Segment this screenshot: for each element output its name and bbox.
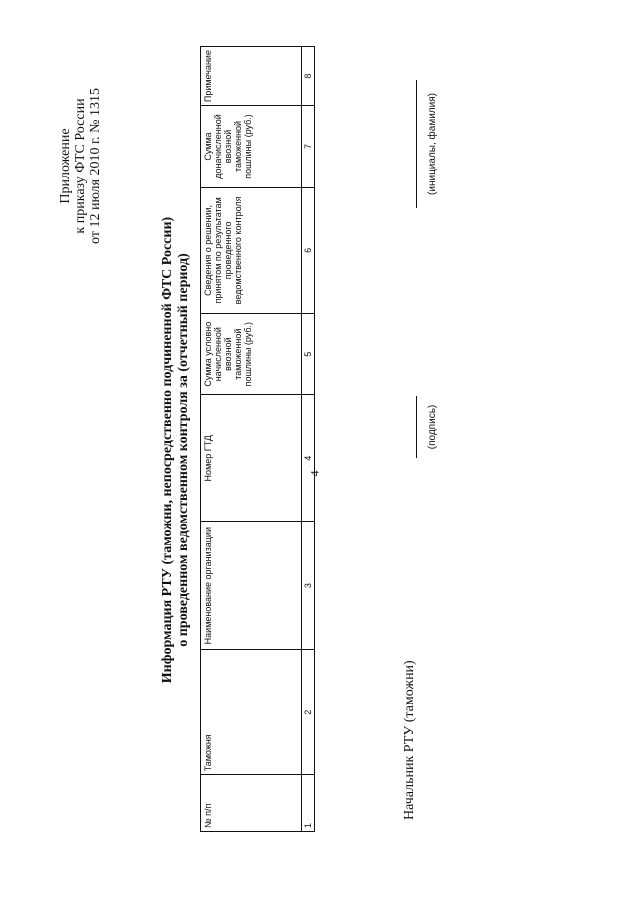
table-cell: 3 bbox=[302, 522, 315, 650]
appendix-order: к приказу ФТС России bbox=[73, 98, 88, 234]
col-header-decision-info: Сведения о решении, принятом по результатам проведенного ведомственного контроля bbox=[201, 187, 302, 313]
appendix-date: от 12 июля 2010 г. № 1315 bbox=[88, 88, 103, 244]
chief-title: Начальник РТУ (таможни) bbox=[402, 660, 417, 820]
report-table bbox=[200, 46, 315, 832]
col-header-additional-duty: Сумма доначисленной ввозной таможенной пошлины (руб.) bbox=[201, 106, 302, 188]
page-number: 4 bbox=[307, 470, 322, 477]
document-heading bbox=[160, 40, 192, 860]
col-header-organization: Наименование организации bbox=[201, 522, 302, 650]
col-header-gtd-number: Номер ГТД bbox=[201, 395, 302, 522]
table-cell: 5 bbox=[302, 314, 315, 395]
table-cell: 2 bbox=[302, 650, 315, 775]
name-line bbox=[416, 80, 438, 208]
table-cell: 1 bbox=[302, 775, 315, 832]
table-cell: 7 bbox=[302, 106, 315, 188]
col-header-note: Примечание bbox=[201, 47, 302, 106]
col-header-conditional-duty: Сумма условно начисленной ввозной таможенной пошлины (руб.) bbox=[201, 314, 302, 395]
table-cell: 6 bbox=[302, 187, 315, 313]
document-sheet bbox=[40, 40, 600, 860]
table-cell: 8 bbox=[302, 47, 315, 106]
appendix-block bbox=[58, 88, 103, 244]
heading-line-1: Информация РТУ (таможни, непосредственно подчиненной ФТС России) bbox=[160, 216, 175, 684]
signature-caption: (подпись) bbox=[427, 404, 438, 450]
table-header-row bbox=[201, 47, 302, 832]
signature-block bbox=[392, 60, 452, 820]
name-caption: (инициалы, фамилия) bbox=[427, 93, 438, 195]
appendix-title: Приложение bbox=[58, 128, 73, 204]
table-numbers-row bbox=[302, 47, 315, 832]
col-header-customs: Таможня bbox=[201, 650, 302, 775]
signature-line bbox=[416, 396, 438, 458]
table-cell: 4 bbox=[302, 395, 315, 522]
col-header-number: № п/п bbox=[201, 775, 302, 832]
heading-line-2: о проведенном ведомственном контроля за (отчетный период) bbox=[176, 253, 191, 647]
